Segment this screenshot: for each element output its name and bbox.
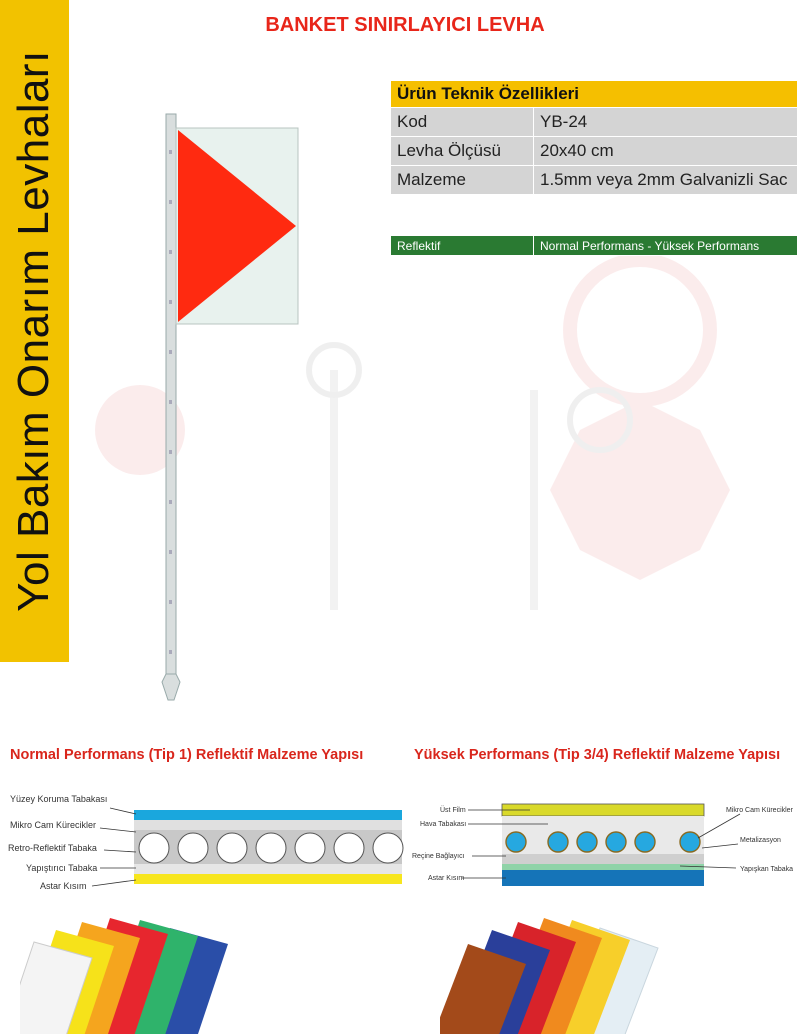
layer-label: Astar Kısım [40, 881, 87, 891]
spec-value: YB-24 [534, 108, 798, 137]
layer-label: Reçine Bağlayıcı [412, 853, 465, 860]
layer-label: Hava Tabakası [420, 821, 467, 828]
layer-label: Metalizasyon [740, 837, 781, 844]
spec-table [390, 80, 798, 195]
spec-key: Levha Ölçüsü [391, 137, 534, 166]
spec-key: Malzeme [391, 166, 534, 195]
normal-section-title: Normal Performans (Tip 1) Reflektif Malzeme Yapısı [10, 747, 364, 763]
sign-post [166, 114, 176, 674]
spec-row [391, 137, 798, 166]
spec-row [391, 108, 798, 137]
reflective-table [390, 235, 798, 256]
layer-label: Retro-Reflektif Tabaka [8, 843, 97, 853]
spec-value: 20x40 cm [534, 137, 798, 166]
category-sidebar [0, 0, 69, 662]
category-label: Yol Bakım Onarım Levhaları [9, 50, 58, 612]
layer-label: Yapıştırıcı Tabaka [26, 863, 98, 873]
type1-sample-sheets-image [20, 908, 280, 1034]
layer-label: Yapışkan Tabaka [740, 866, 794, 873]
type34-sample-sheets-image [440, 908, 700, 1034]
high-section-title: Yüksek Performans (Tip 3/4) Reflektif Malzeme Yapısı [414, 747, 781, 763]
layer-label: Mikro Cam Kürecikler [726, 807, 793, 814]
sign-product-image [150, 110, 310, 710]
high-structure-diagram [410, 788, 810, 898]
spec-key: Kod [391, 108, 534, 137]
spec-value: 1.5mm veya 2mm Galvanizli Sac [534, 166, 798, 195]
page-title: BANKET SINIRLAYICI LEVHA [265, 14, 545, 36]
spec-table-header: Ürün Teknik Özellikleri [391, 81, 798, 108]
layer-label: Üst Film [440, 807, 466, 814]
layer-label: Astar Kısım [428, 875, 465, 882]
normal-structure-diagram [4, 788, 404, 898]
reflective-label: Reflektif [391, 236, 534, 256]
reflective-value: Normal Performans - Yüksek Performans [534, 236, 798, 256]
layer-label: Yüzey Koruma Tabakası [10, 794, 108, 804]
layer-label: Mikro Cam Kürecikler [10, 820, 97, 830]
spec-row [391, 166, 798, 195]
